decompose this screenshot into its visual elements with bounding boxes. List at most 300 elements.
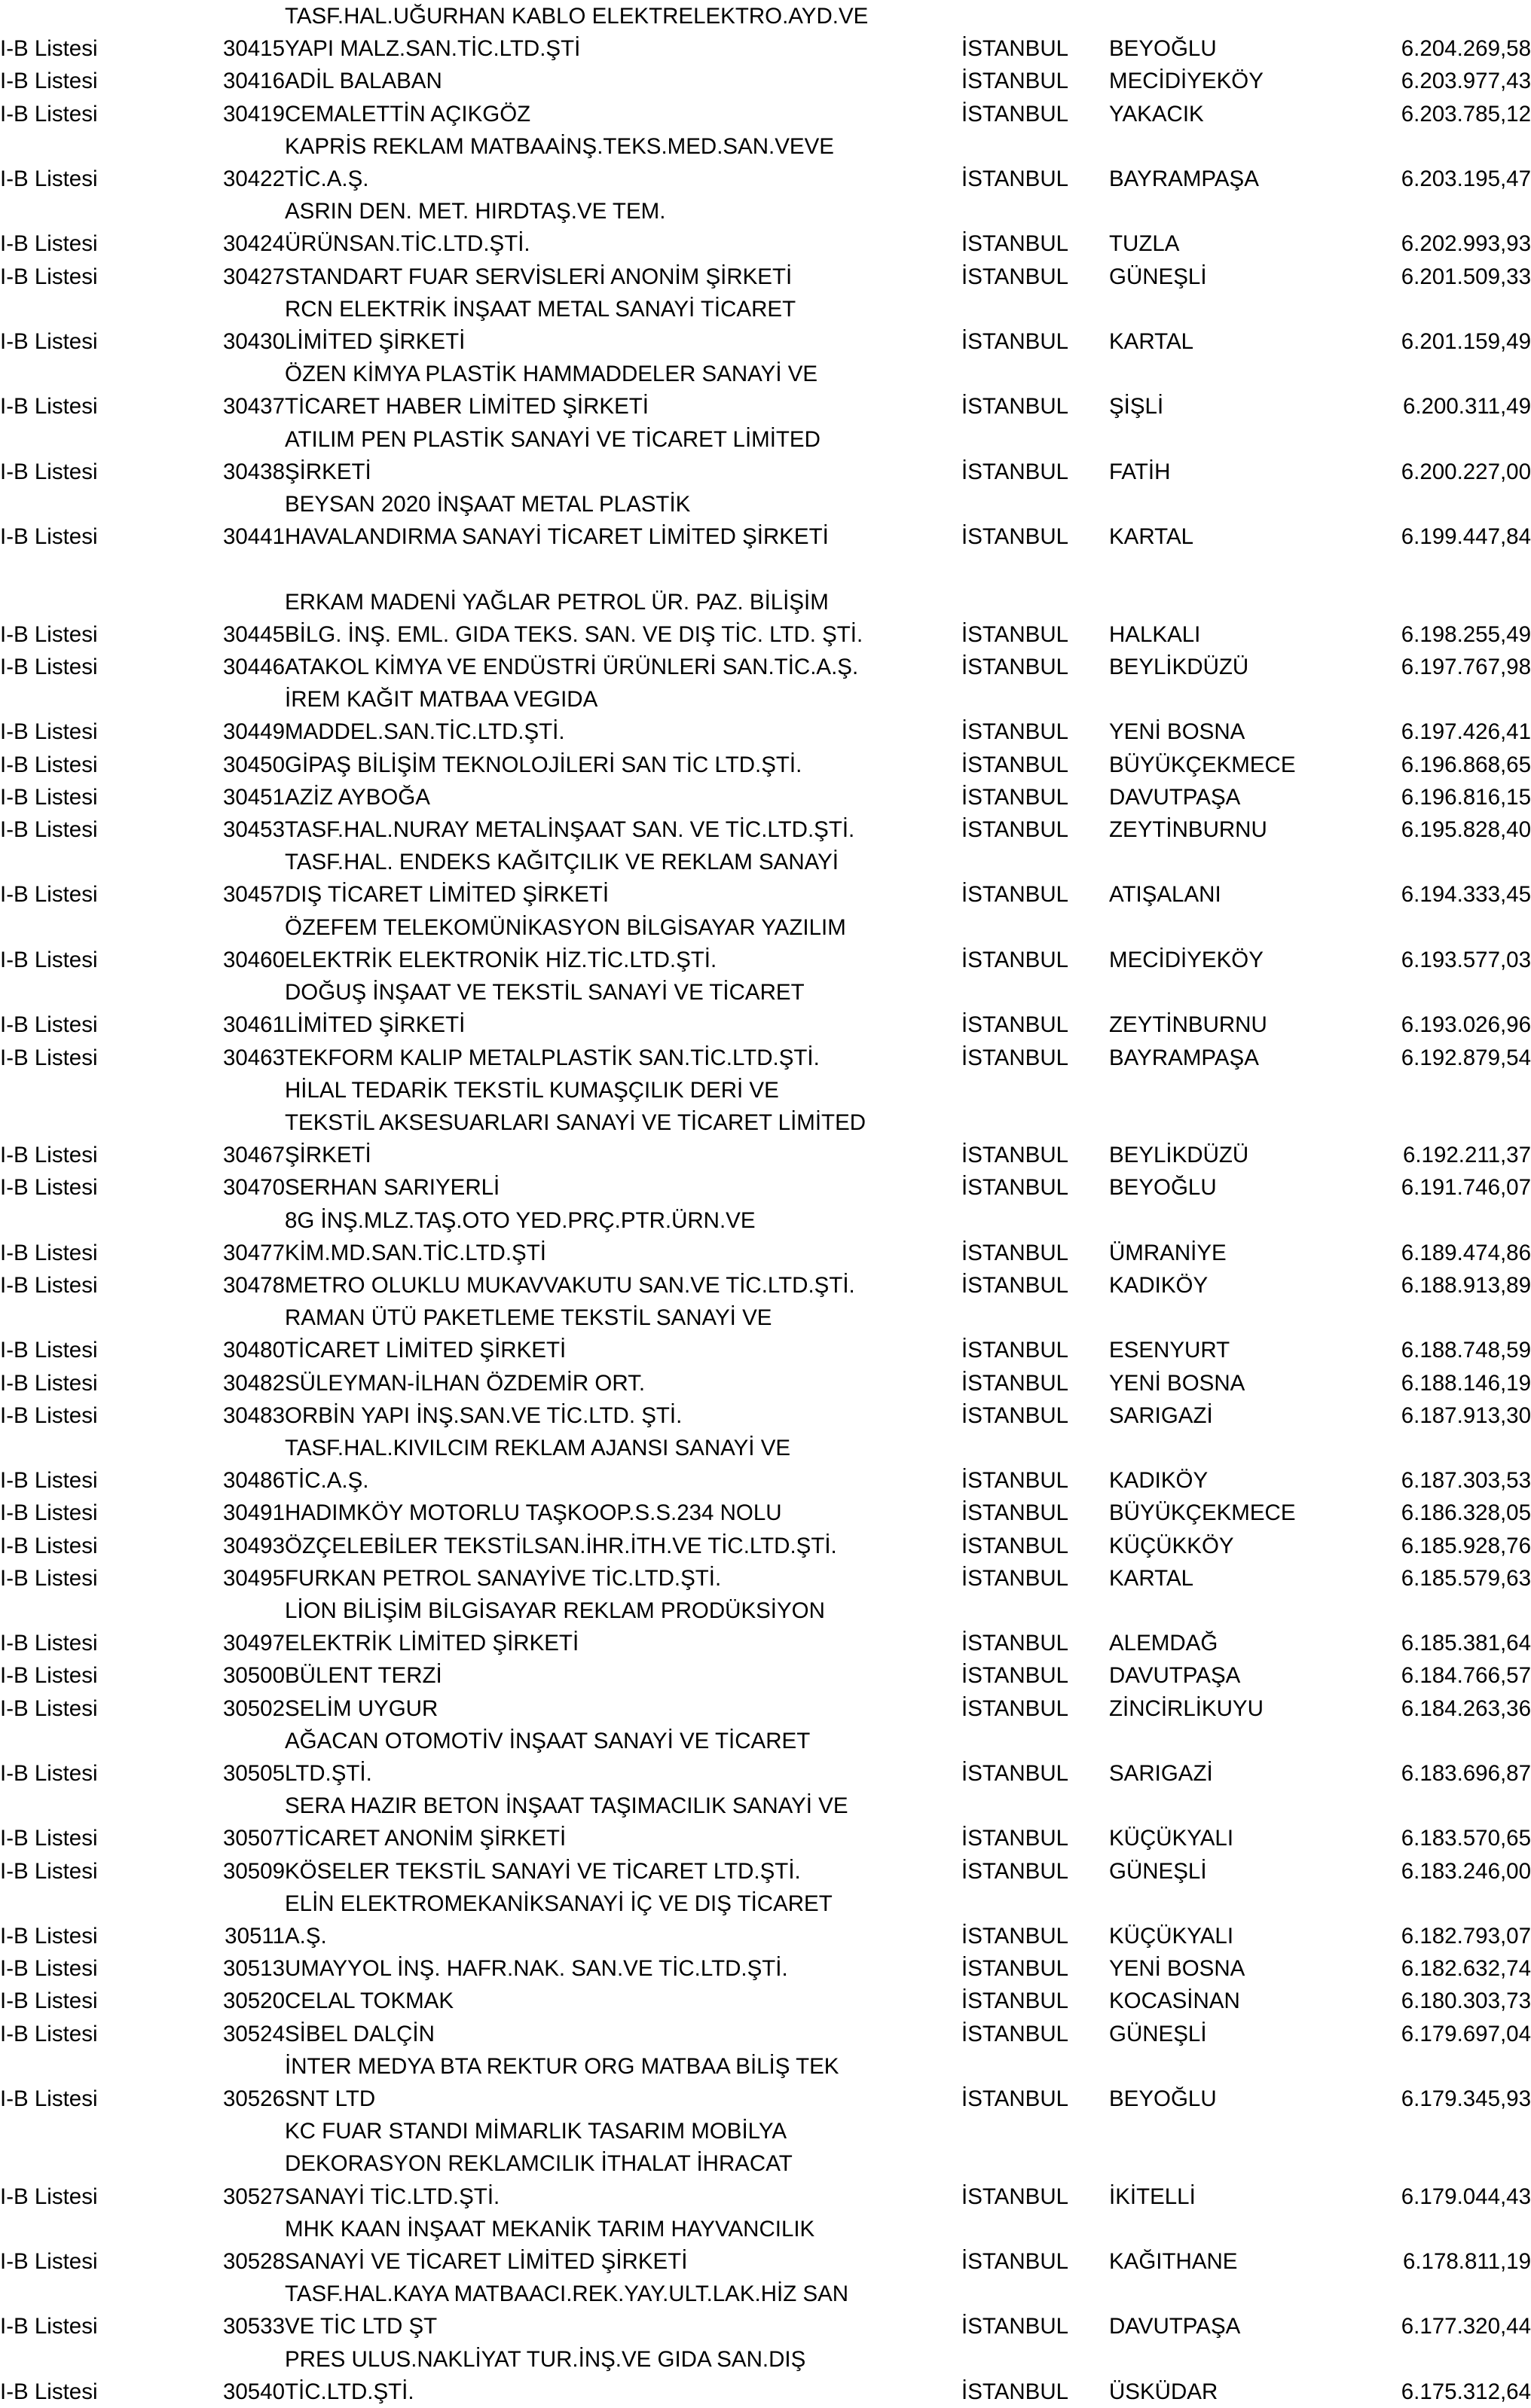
list-label-cell (0, 1302, 196, 1334)
list-label-cell (0, 1074, 196, 1106)
province-cell: İSTANBUL (961, 1468, 1069, 1494)
amount-cell: 6.203.977,43 (1401, 69, 1531, 94)
province-cell (961, 1888, 1109, 1920)
list-label-cell (0, 976, 196, 1009)
province-cell (961, 1595, 1109, 1627)
table-row (0, 716, 1531, 748)
sequence-number-cell: 30482 (222, 1370, 285, 1396)
company-name-cell: RCN ELEKTRİK İNŞAAT METAL SANAYİ TİCARET (285, 296, 796, 322)
province-cell (961, 358, 1109, 390)
amount-cell (1347, 1302, 1531, 1334)
company-name-cell: ADİL BALABAN (285, 69, 442, 94)
sequence-number-cell: 30441 (222, 524, 285, 550)
company-name-cell: SANAYİ VE TİCARET LİMİTED ŞİRKETİ (285, 2249, 688, 2275)
table-row-continuation (0, 683, 1531, 716)
district-cell: ZEYTİNBURNU (1109, 817, 1267, 843)
amount-cell: 6.191.746,07 (1401, 1175, 1531, 1201)
table-row (0, 1139, 1531, 1171)
list-label-cell (0, 423, 196, 456)
company-name-cell: TİC.A.Ş. (285, 166, 369, 192)
company-name-cell: ERKAM MADENİ YAĞLAR PETROL ÜR. PAZ. BİLİŞİM (285, 589, 829, 615)
company-name-cell: A.Ş. (285, 1923, 327, 1949)
amount-cell: 6.185.381,64 (1401, 1631, 1531, 1656)
amount-cell (1347, 586, 1531, 618)
list-label-cell (0, 2115, 196, 2147)
sequence-number-cell (196, 846, 285, 878)
district-cell (1109, 2278, 1347, 2310)
sequence-number-cell: 30507 (222, 1826, 285, 1851)
company-name-cell: TASF.HAL.UĞURHAN KABLO ELEKTRELEKTRO.AYD.VE (285, 4, 869, 29)
amount-cell: 6.199.447,84 (1401, 524, 1531, 550)
company-name-cell: ÖZEFEM TELEKOMÜNİKASYON BİLGİSAYAR YAZILIM (285, 914, 846, 940)
sequence-number-cell: 30430 (222, 329, 285, 355)
table-row (0, 1042, 1531, 1074)
amount-cell (1347, 2115, 1531, 2147)
company-name-cell: TİC.A.Ş. (285, 1468, 369, 1494)
district-cell: KÜÇÜKYALI (1109, 1826, 1234, 1851)
amount-cell: 6.189.474,86 (1401, 1240, 1531, 1265)
sequence-number-cell: 30463 (222, 1045, 285, 1070)
company-name-cell: ELİN ELEKTROMEKANİKSANAYİ İÇ VE DIŞ TİCARET (285, 1891, 833, 1916)
table-row (0, 98, 1531, 130)
list-label-cell: I-B Listesi (0, 2379, 98, 2404)
sequence-number-cell (196, 1790, 285, 1822)
district-cell (1109, 0, 1347, 32)
district-cell (1109, 358, 1347, 390)
sequence-number-cell: 30449 (222, 719, 285, 745)
sequence-number-cell (196, 1074, 285, 1106)
district-cell: BEYLİKDÜZÜ (1109, 1143, 1249, 1168)
district-cell: KARTAL (1109, 1565, 1194, 1591)
sequence-number-cell: 30477 (222, 1240, 285, 1265)
amount-cell: 6.201.509,33 (1401, 264, 1531, 289)
company-name-cell: MADDEL.SAN.TİC.LTD.ŞTİ. (285, 719, 565, 745)
district-cell (1109, 423, 1347, 456)
amount-cell: 6.196.868,65 (1401, 752, 1531, 777)
district-cell: KÜÇÜKYALI (1109, 1923, 1234, 1949)
list-label-cell: I-B Listesi (0, 1175, 98, 1201)
sequence-number-cell: 30424 (222, 231, 285, 257)
list-label-cell: I-B Listesi (0, 1338, 98, 1363)
sequence-number-cell: 30533 (222, 2314, 285, 2339)
district-cell (1109, 1302, 1347, 1334)
table-row (0, 1822, 1531, 1854)
province-cell: İSTANBUL (961, 1500, 1069, 1526)
sequence-number-cell: 30527 (222, 2184, 285, 2209)
district-cell: ÜMRANİYE (1109, 1240, 1227, 1265)
list-label-cell: I-B Listesi (0, 2021, 98, 2046)
province-cell (961, 1725, 1109, 1757)
district-cell: SARIGAZİ (1109, 1760, 1213, 1786)
table-row-continuation (0, 1074, 1531, 1106)
company-name-cell: ORBİN YAPI İNŞ.SAN.VE TİC.LTD. ŞTİ. (285, 1402, 683, 1428)
province-cell (961, 195, 1109, 227)
sequence-number-cell (196, 683, 285, 716)
amount-cell: 6.192.879,54 (1401, 1045, 1531, 1070)
district-cell: ESENYURT (1109, 1338, 1230, 1363)
district-cell: ŞİŞLİ (1109, 394, 1164, 420)
list-label-cell (0, 130, 196, 163)
amount-cell (1347, 1106, 1531, 1139)
district-cell: BÜYÜKÇEKMECE (1109, 752, 1296, 777)
list-label-cell (0, 1790, 196, 1822)
district-cell (1109, 1790, 1347, 1822)
district-cell: GÜNEŞLİ (1109, 1858, 1207, 1884)
table-row (0, 1562, 1531, 1595)
amount-cell: 6.200.227,00 (1401, 459, 1531, 484)
list-label-cell (0, 2343, 196, 2376)
sequence-number-cell: 30513 (222, 1956, 285, 1982)
province-cell: İSTANBUL (961, 1631, 1069, 1656)
province-cell: İSTANBUL (961, 1272, 1069, 1298)
amount-cell: 6.183.570,65 (1401, 1826, 1531, 1851)
table-row (0, 390, 1531, 423)
list-label-cell: I-B Listesi (0, 1468, 98, 1494)
sequence-number-cell: 30419 (222, 101, 285, 127)
province-cell: İSTANBUL (961, 719, 1069, 745)
amount-cell (1347, 2213, 1531, 2245)
table-row (0, 1399, 1531, 1432)
sequence-number-cell (196, 293, 285, 325)
list-label-cell: I-B Listesi (0, 784, 98, 810)
list-label-cell (0, 358, 196, 390)
list-label-cell: I-B Listesi (0, 524, 98, 550)
sequence-number-cell: 30502 (222, 1695, 285, 1721)
table-row-continuation (0, 130, 1531, 163)
list-label-cell: I-B Listesi (0, 264, 98, 289)
list-label-cell (0, 1106, 196, 1139)
amount-cell (1347, 1888, 1531, 1920)
sequence-number-cell (196, 1204, 285, 1237)
province-cell: İSTANBUL (961, 1565, 1069, 1591)
sequence-number-cell (196, 423, 285, 456)
list-label-cell: I-B Listesi (0, 2314, 98, 2339)
district-cell: ZİNCİRLİKUYU (1109, 1695, 1264, 1721)
amount-cell: 6.184.263,36 (1401, 1695, 1531, 1721)
district-cell: BEYOĞLU (1109, 36, 1217, 62)
district-cell (1109, 195, 1347, 227)
province-cell: İSTANBUL (961, 264, 1069, 289)
list-label-cell (0, 2213, 196, 2245)
district-cell: BAYRAMPAŞA (1109, 166, 1259, 192)
district-cell: YENİ BOSNA (1109, 1956, 1245, 1982)
amount-cell: 6.179.044,43 (1401, 2184, 1531, 2209)
province-cell: İSTANBUL (961, 1402, 1069, 1428)
amount-cell (1347, 1725, 1531, 1757)
table-row-continuation (0, 2343, 1531, 2376)
table-row-continuation (0, 1725, 1531, 1757)
list-label-cell: I-B Listesi (0, 1631, 98, 1656)
sequence-number-cell (196, 2343, 285, 2376)
amount-cell (1347, 1595, 1531, 1627)
company-name-cell: ŞİRKETİ (285, 1143, 371, 1168)
list-label-cell: I-B Listesi (0, 1402, 98, 1428)
table-row-continuation (0, 2278, 1531, 2310)
company-name-cell: CELAL TOKMAK (285, 1988, 454, 2014)
table-row (0, 1367, 1531, 1399)
company-name-cell: SANAYİ TİC.LTD.ŞTİ. (285, 2184, 500, 2209)
province-cell: İSTANBUL (961, 655, 1069, 680)
province-cell: İSTANBUL (961, 947, 1069, 972)
province-cell: İSTANBUL (961, 1045, 1069, 1070)
list-label-cell: I-B Listesi (0, 1533, 98, 1558)
list-label-cell: I-B Listesi (0, 719, 98, 745)
list-label-cell: I-B Listesi (0, 1500, 98, 1526)
list-label-cell: I-B Listesi (0, 882, 98, 908)
sequence-number-cell: 30445 (222, 621, 285, 647)
amount-cell: 6.187.303,53 (1401, 1468, 1531, 1494)
amount-cell (1347, 488, 1531, 520)
table-row-continuation (0, 293, 1531, 325)
list-label-cell (0, 586, 196, 618)
list-label-cell: I-B Listesi (0, 655, 98, 680)
district-cell (1109, 1725, 1347, 1757)
table-row (0, 1171, 1531, 1204)
company-name-cell: TİCARET ANONİM ŞİRKETİ (285, 1826, 567, 1851)
table-row (0, 2083, 1531, 2115)
province-cell: İSTANBUL (961, 1858, 1069, 1884)
district-cell: HALKALI (1109, 621, 1201, 647)
amount-cell: 6.182.793,07 (1401, 1923, 1531, 1949)
sequence-number-cell (196, 130, 285, 163)
sequence-number-cell: 30438 (222, 459, 285, 484)
company-name-cell: LİON BİLİŞİM BİLGİSAYAR REKLAM PRODÜKSİYON (285, 1598, 825, 1623)
table-row-continuation (0, 195, 1531, 227)
company-name-cell: DOĞUŞ İNŞAAT VE TEKSTİL SANAYİ VE TİCARET (285, 980, 805, 1006)
province-cell: İSTANBUL (961, 1012, 1069, 1038)
sequence-number-cell (196, 2115, 285, 2147)
table-row (0, 2245, 1531, 2278)
list-label-cell (0, 2278, 196, 2310)
sequence-number-cell: 30453 (222, 817, 285, 843)
list-label-cell: I-B Listesi (0, 1760, 98, 1786)
amount-cell: 6.201.159,49 (1401, 329, 1531, 355)
sequence-number-cell: 30511 (225, 1923, 285, 1949)
province-cell: İSTANBUL (961, 2314, 1069, 2339)
province-cell (961, 2278, 1109, 2310)
province-cell: İSTANBUL (961, 69, 1069, 94)
province-cell (961, 1790, 1109, 1822)
table-row (0, 618, 1531, 651)
amount-cell (1347, 2050, 1531, 2083)
list-label-cell: I-B Listesi (0, 1923, 98, 1949)
amount-cell: 6.178.811,19 (1402, 2249, 1531, 2275)
amount-cell: 6.180.303,73 (1401, 1988, 1531, 2014)
company-name-cell: KC FUAR STANDI MİMARLIK TASARIM MOBİLYA (285, 2119, 787, 2144)
sequence-number-cell: 30450 (222, 752, 285, 777)
company-name-cell: HİLAL TEDARİK TEKSTİL KUMAŞÇILIK DERİ VE (285, 1077, 779, 1103)
sequence-number-cell: 30446 (222, 655, 285, 680)
list-label-cell: I-B Listesi (0, 1988, 98, 2014)
sequence-number-cell: 30461 (222, 1012, 285, 1038)
province-cell: İSTANBUL (961, 2379, 1069, 2404)
district-cell (1109, 2147, 1347, 2180)
sequence-number-cell: 30415 (222, 36, 285, 62)
table-row-continuation (0, 1432, 1531, 1464)
table-row (0, 1757, 1531, 1790)
company-name-cell: ELEKTRİK LİMİTED ŞİRKETİ (285, 1631, 579, 1656)
company-name-cell: TİCARET HABER LİMİTED ŞİRKETİ (285, 394, 649, 420)
company-name-cell: TASF.HAL.KAYA MATBAACI.REK.YAY.ULT.LAK.HİZ SAN (285, 2281, 849, 2307)
province-cell: İSTANBUL (961, 882, 1069, 908)
district-cell: BEYLİKDÜZÜ (1109, 655, 1249, 680)
list-label-cell (0, 911, 196, 944)
sequence-number-cell: 30451 (222, 784, 285, 810)
table-row (0, 1269, 1531, 1302)
district-cell: MECİDİYEKÖY (1109, 69, 1264, 94)
district-cell: ATIŞALANI (1109, 882, 1221, 908)
province-cell (961, 423, 1109, 456)
list-label-cell: I-B Listesi (0, 1240, 98, 1265)
province-cell: İSTANBUL (961, 36, 1069, 62)
province-cell: İSTANBUL (961, 1760, 1069, 1786)
district-cell: FATİH (1109, 459, 1171, 484)
company-name-cell: DEKORASYON REKLAMCILIK İTHALAT İHRACAT (285, 2151, 793, 2177)
sequence-number-cell: 30457 (222, 882, 285, 908)
sequence-number-cell (196, 1888, 285, 1920)
province-cell: İSTANBUL (961, 2249, 1069, 2275)
amount-cell: 6.183.246,00 (1401, 1858, 1531, 1884)
district-cell: KOCASİNAN (1109, 1988, 1240, 2014)
list-label-cell (0, 0, 196, 32)
table-row-continuation (0, 1888, 1531, 1920)
district-cell (1109, 2343, 1347, 2376)
table-row-continuation (0, 1204, 1531, 1237)
province-cell: İSTANBUL (961, 1175, 1069, 1201)
district-cell (1109, 1204, 1347, 1237)
company-name-cell: TASF.HAL. ENDEKS KAĞITÇILIK VE REKLAM SANAYİ (285, 850, 839, 875)
table-row (0, 1334, 1531, 1366)
province-cell (961, 0, 1109, 32)
province-cell: İSTANBUL (961, 329, 1069, 355)
province-cell: İSTANBUL (961, 394, 1069, 420)
province-cell (961, 1432, 1109, 1464)
district-cell: ZEYTİNBURNU (1109, 1012, 1267, 1038)
list-label-cell (0, 1432, 196, 1464)
amount-cell (1347, 2147, 1531, 2180)
list-label-cell (0, 1888, 196, 1920)
table-row-continuation (0, 1790, 1531, 1822)
province-cell (961, 1106, 1109, 1139)
amount-cell: 6.185.928,76 (1401, 1533, 1531, 1558)
amount-cell: 6.182.632,74 (1401, 1956, 1531, 1982)
company-name-cell: GİPAŞ BİLİŞİM TEKNOLOJİLERİ SAN TİC LTD.ŞTİ. (285, 752, 802, 777)
company-name-cell: KÖSELER TEKSTİL SANAYİ VE TİCARET LTD.ŞTİ. (285, 1858, 801, 1884)
company-name-cell: PRES ULUS.NAKLİYAT TUR.İNŞ.VE GIDA SAN.DIŞ (285, 2346, 806, 2372)
list-label-cell (0, 488, 196, 520)
province-cell: İSTANBUL (961, 1663, 1069, 1689)
province-cell (961, 586, 1109, 618)
company-name-cell: TEKSTİL AKSESUARLARI SANAYİ VE TİCARET LİMİTED (285, 1109, 866, 1135)
amount-cell: 6.202.993,93 (1401, 231, 1531, 257)
province-cell: İSTANBUL (961, 1956, 1069, 1982)
table-row (0, 1530, 1531, 1562)
amount-cell: 6.177.320,44 (1401, 2314, 1531, 2339)
district-cell (1109, 293, 1347, 325)
sequence-number-cell (196, 911, 285, 944)
list-label-cell: I-B Listesi (0, 817, 98, 843)
sequence-number-cell: 30427 (222, 264, 285, 289)
table-row (0, 749, 1531, 781)
amount-cell: 6.192.211,37 (1402, 1143, 1531, 1168)
company-name-cell: TASF.HAL.KIVILCIM REKLAM AJANSI SANAYİ VE (285, 1435, 791, 1460)
list-label-cell: I-B Listesi (0, 1370, 98, 1396)
district-cell: MECİDİYEKÖY (1109, 947, 1264, 972)
company-name-cell: AZİZ AYBOĞA (285, 784, 430, 810)
sequence-number-cell: 30460 (222, 947, 285, 972)
spacer-cell (0, 553, 1531, 585)
company-name-cell: STANDART FUAR SERVİSLERİ ANONİM ŞİRKETİ (285, 264, 793, 289)
list-label-cell: I-B Listesi (0, 752, 98, 777)
list-label-cell: I-B Listesi (0, 1012, 98, 1038)
list-label-cell: I-B Listesi (0, 621, 98, 647)
list-label-cell: I-B Listesi (0, 459, 98, 484)
amount-cell (1347, 0, 1531, 32)
district-cell: KAĞITHANE (1109, 2249, 1238, 2275)
sequence-number-cell: 30493 (222, 1533, 285, 1558)
sequence-number-cell (196, 1595, 285, 1627)
sequence-number-cell (196, 586, 285, 618)
province-cell (961, 2343, 1109, 2376)
amount-cell (1347, 358, 1531, 390)
list-label-cell: I-B Listesi (0, 1143, 98, 1168)
company-name-cell: AĞACAN OTOMOTİV İNŞAAT SANAYİ VE TİCARET (285, 1728, 811, 1753)
sequence-number-cell (196, 1302, 285, 1334)
amount-cell (1347, 1432, 1531, 1464)
company-name-cell: HAVALANDIRMA SANAYİ TİCARET LİMİTED ŞİRKETİ (285, 524, 829, 550)
district-cell: KARTAL (1109, 329, 1194, 355)
table-row-continuation (0, 586, 1531, 618)
district-cell (1109, 976, 1347, 1009)
province-cell (961, 2147, 1109, 2180)
district-cell (1109, 488, 1347, 520)
province-cell: İSTANBUL (961, 101, 1069, 127)
company-name-cell: TEKFORM KALIP METALPLASTİK SAN.TİC.LTD.ŞTİ. (285, 1045, 820, 1070)
amount-cell (1347, 976, 1531, 1009)
amount-cell: 6.187.913,30 (1401, 1402, 1531, 1428)
company-name-cell: ATAKOL KİMYA VE ENDÜSTRİ ÜRÜNLERİ SAN.TİC.A.Ş. (285, 655, 859, 680)
table-row (0, 65, 1531, 97)
sequence-number-cell: 30483 (222, 1402, 285, 1428)
province-cell: İSTANBUL (961, 1826, 1069, 1851)
sequence-number-cell: 30495 (222, 1565, 285, 1591)
province-cell (961, 846, 1109, 878)
table-row (0, 227, 1531, 260)
table-row (0, 325, 1531, 358)
province-cell: İSTANBUL (961, 1338, 1069, 1363)
province-cell (961, 976, 1109, 1009)
district-cell (1109, 1074, 1347, 1106)
amount-cell: 6.184.766,57 (1401, 1663, 1531, 1689)
amount-cell: 6.193.026,96 (1401, 1012, 1531, 1038)
amount-cell (1347, 293, 1531, 325)
district-cell: BÜYÜKÇEKMECE (1109, 1500, 1296, 1526)
list-label-cell: I-B Listesi (0, 394, 98, 420)
company-name-cell: LİMİTED ŞİRKETİ (285, 329, 466, 355)
company-name-cell: ÖZEN KİMYA PLASTİK HAMMADDELER SANAYİ VE (285, 362, 818, 387)
province-cell: İSTANBUL (961, 459, 1069, 484)
sequence-number-cell (196, 358, 285, 390)
company-name-cell: DIŞ TİCARET LİMİTED ŞİRKETİ (285, 882, 610, 908)
amount-cell: 6.200.311,49 (1402, 394, 1531, 420)
amount-cell: 6.203.785,12 (1401, 101, 1531, 127)
list-label-cell: I-B Listesi (0, 231, 98, 257)
sequence-number-cell: 30416 (222, 69, 285, 94)
company-name-cell: METRO OLUKLU MUKAVVAKUTU SAN.VE TİC.LTD.ŞTİ. (285, 1272, 855, 1298)
sequence-number-cell: 30470 (222, 1175, 285, 1201)
table-row (0, 1985, 1531, 2017)
company-name-cell: ÜRÜNSAN.TİC.LTD.ŞTİ. (285, 231, 530, 257)
